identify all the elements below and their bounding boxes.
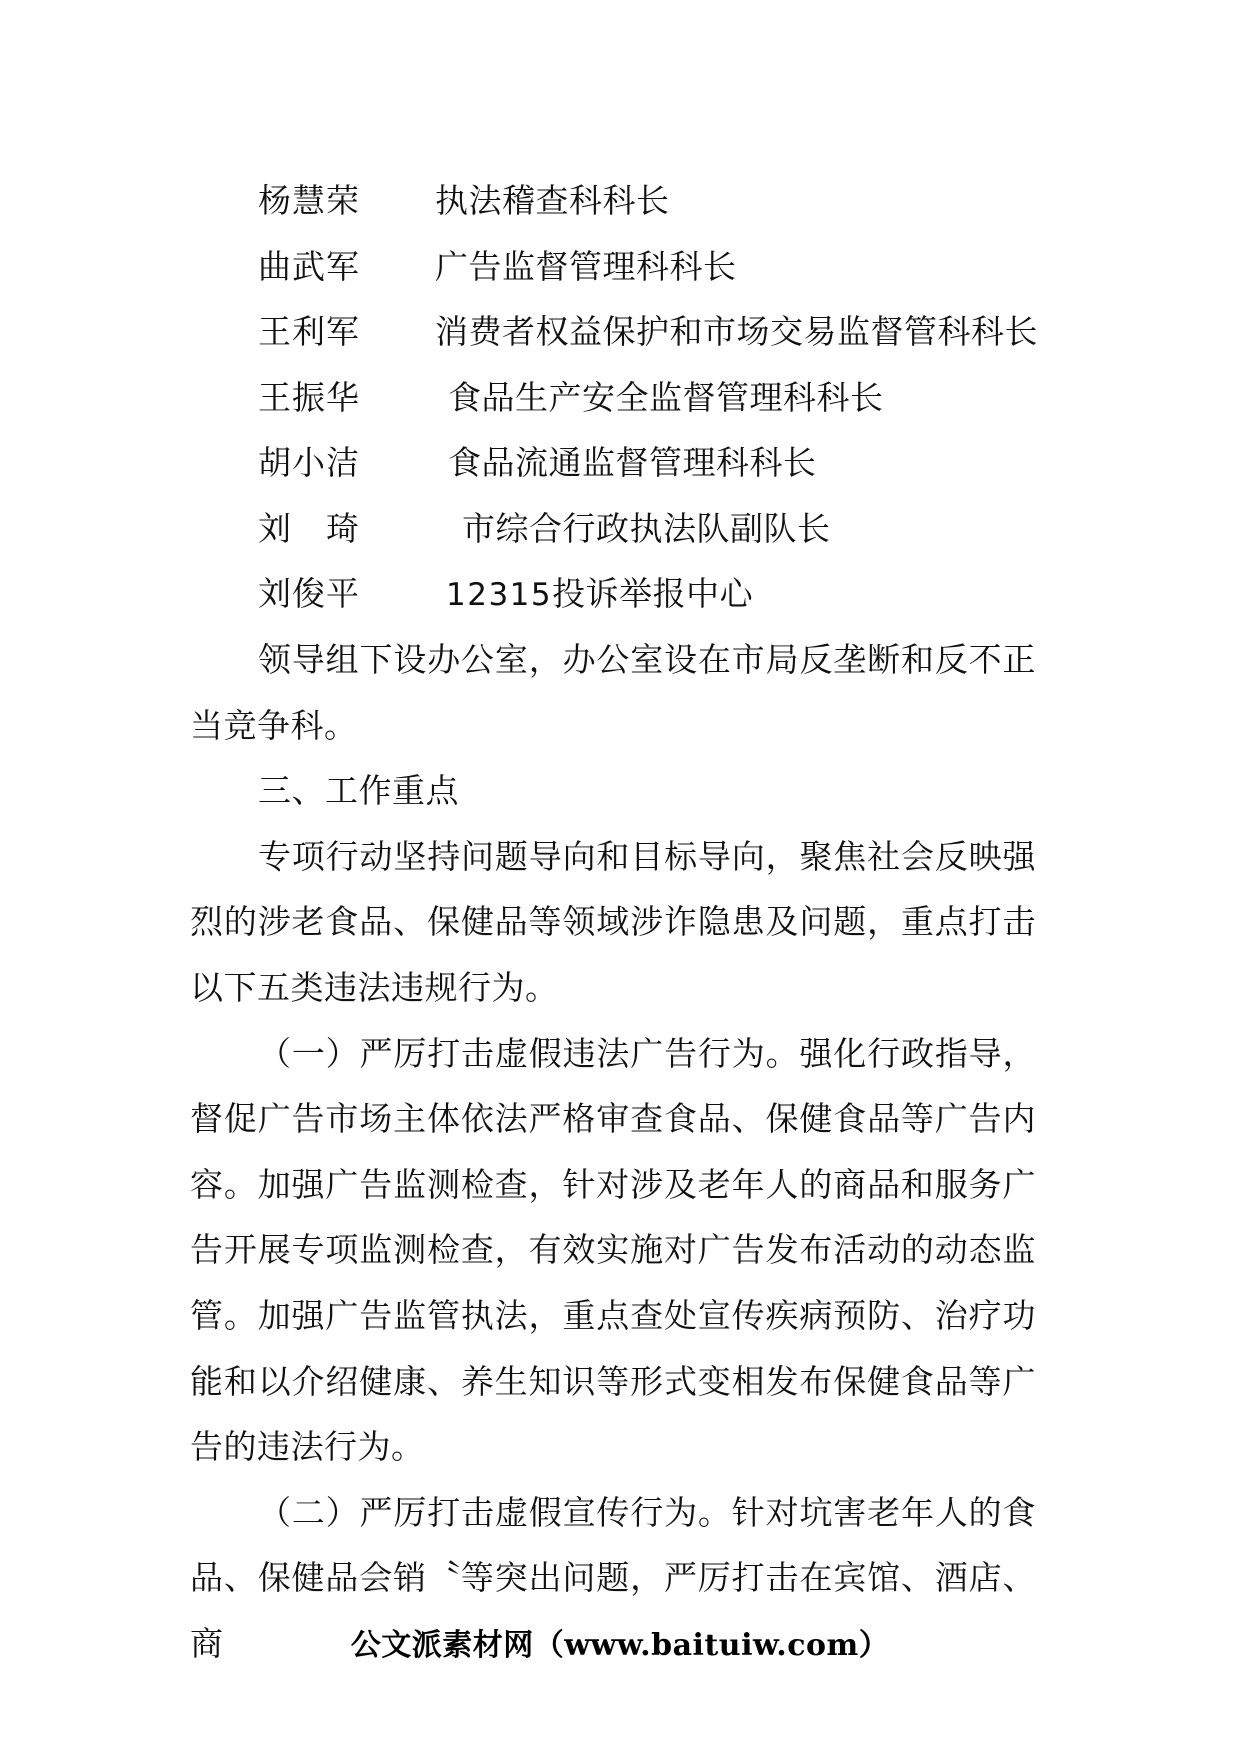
member-name: 杨慧荣 xyxy=(258,181,360,220)
member-row xyxy=(258,234,1158,300)
member-row xyxy=(258,365,1158,431)
body-text xyxy=(190,627,1036,1677)
member-title: 市综合行政执法队副队长 xyxy=(462,508,831,548)
member-title: 食品流通监督管理科科长 xyxy=(448,443,817,482)
member-title: 食品生产安全监督管理科科长 xyxy=(448,377,884,417)
member-name: 胡小洁 xyxy=(258,443,360,482)
member-row xyxy=(258,299,1158,365)
section-heading: 三、工作重点 xyxy=(258,771,459,811)
member-title: 执法稽查科科长 xyxy=(435,181,670,220)
member-row xyxy=(258,561,1158,627)
member-title: 消费者权益保护和市场交易监督管科科长 xyxy=(435,312,1038,351)
member-title: 广告监督管理科科长 xyxy=(435,246,737,286)
member-name: 刘 琦 xyxy=(258,508,360,548)
member-name: 曲武军 xyxy=(258,246,360,286)
footer-watermark: 公文派素材网（www.baituiw.com） xyxy=(350,1628,890,1663)
member-name: 王利军 xyxy=(258,312,360,351)
member-name: 王振华 xyxy=(258,377,360,417)
paragraph-office: 领导组下设办公室，办公室设在市局反垄断和反不正当竞争科。 xyxy=(190,640,1036,745)
paragraph-item-2: （二）严厉打击虚假宣传行为。针对坑害老年人的食品、保健品会销〝等突出问题，严厉打击在宾馆、酒店、商 xyxy=(190,1492,1036,1663)
paragraph-item-1: （一）严厉打击虚假违法广告行为。强化行政指导，督促广告市场主体依法严格审查食品、保健食品等广告内容。加强广告监测检查，针对涉及老年人的商品和服务广告开展专项监测检查，有效实施对广告发布活动的动态监管。加强广告监管执法，重点查处宣传疾病预防、治疗功能和以介绍健康、养生知识等形式变相发布保健食品等广告的违法行为。 xyxy=(190,1033,1036,1467)
member-name: 刘俊平 xyxy=(258,574,360,613)
hotline-number: 12315 xyxy=(446,577,553,613)
member-row xyxy=(258,496,1158,562)
leadership-member-list xyxy=(258,168,1158,627)
paragraph-focus: 专项行动坚持问题导向和目标导向，聚焦社会反映强烈的涉老食品、保健品等领域涉诈隐患及问题，重点打击以下五类违法违规行为。 xyxy=(190,836,1036,1007)
member-row xyxy=(258,168,1158,234)
hotline-center-label: 投诉举报中心 xyxy=(552,574,754,613)
member-title xyxy=(446,561,753,629)
member-row xyxy=(258,430,1158,496)
